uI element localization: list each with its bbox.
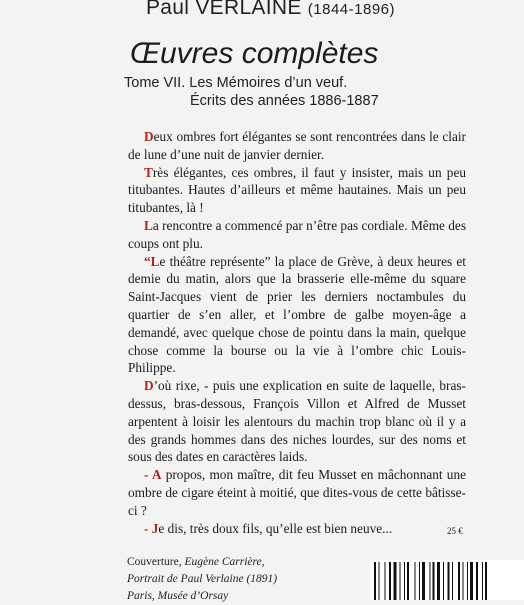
- paragraph: [128, 128, 466, 164]
- barcode-graphic: [370, 560, 524, 600]
- red-initial: D: [144, 129, 154, 144]
- price-label: 25 €: [447, 526, 463, 536]
- author-name: Paul VERLAINE: [146, 0, 302, 19]
- credit-line-3: Paris, Musée d’Orsay: [127, 590, 229, 602]
- paragraph-text: eux ombres fort élégantes se sont rencontrées dans le clair de lune d’une nuit de janvier dernier.: [128, 129, 466, 162]
- author-line: [146, 0, 395, 20]
- barcode-bar: [482, 562, 483, 600]
- blurb-text: [128, 128, 466, 537]
- author-years: (1844-1896): [307, 1, 396, 18]
- red-initial: - A: [144, 467, 162, 483]
- credit-prefix: Couverture,: [127, 556, 185, 568]
- paragraph: [128, 377, 466, 466]
- barcode-bar: [407, 562, 409, 600]
- barcode-bar: [452, 562, 453, 600]
- credit-line-1: [127, 554, 327, 571]
- paragraph-text: propos, mon maître, dit feu Musset en mâchonnant une ombre de cigare éteint à moitié, que dites-vous de cette bâtisse-ci ?: [128, 467, 467, 518]
- barcode-bar: [394, 562, 397, 600]
- barcode-bar: [433, 562, 435, 600]
- barcode-bar: [485, 562, 487, 600]
- barcode-bar: [389, 562, 391, 600]
- red-initial: D: [144, 378, 154, 394]
- book-subtitle: [124, 74, 379, 110]
- barcode-bar: [467, 562, 468, 600]
- book-title: Œuvres complètes: [130, 37, 379, 70]
- paragraph-text: e théâtre représente” la place de Grève, à deux heures et demie du matin, alors que la brasserie elle-même du square Saint-Jacques vient de prier les derniers noctambules du quartier de s’en aller, et l’ombre de galbe moyen-âge a demandé, avec quelque chose de pointu dans la main, quelque chose comme la bourse ou la vie à l’ombre chic Louis-Philippe.: [128, 253, 466, 376]
- paragraph-text: e dis, très doux fils, qu’elle est bien neuve...: [158, 520, 393, 536]
- red-initial: T: [144, 164, 153, 180]
- barcode-bar: [430, 562, 431, 600]
- barcode-bar: [458, 562, 460, 600]
- barcode-bar: [437, 562, 440, 600]
- barcode: [370, 560, 524, 600]
- red-initial: “L: [144, 253, 160, 269]
- barcode-bar: [415, 562, 416, 600]
- credit-artist: Eugène Carrière,: [184, 556, 265, 568]
- barcode-bar: [463, 562, 464, 600]
- red-initial: - J: [144, 520, 159, 536]
- barcode-bar: [404, 562, 405, 600]
- barcode-bar: [470, 562, 473, 600]
- barcode-bar: [476, 562, 478, 600]
- paragraph: [128, 253, 466, 378]
- barcode-bar: [400, 562, 401, 600]
- red-initial: L: [144, 217, 153, 233]
- barcode-bar: [379, 562, 380, 600]
- barcode-bar: [422, 562, 425, 600]
- barcode-bar: [385, 562, 386, 600]
- subtitle-line-1: Tome VII. Les Mémoires d’un veuf.: [124, 75, 348, 91]
- cover-credit: [127, 554, 327, 605]
- credit-line-2: Portrait de Paul Verlaine (1891): [127, 573, 278, 585]
- barcode-bar: [448, 562, 450, 600]
- barcode-bar: [443, 562, 444, 600]
- paragraph: [128, 164, 466, 217]
- paragraph: [128, 217, 466, 253]
- subtitle-line-2: Écrits des années 1886-1887: [190, 93, 379, 109]
- paragraph-text: ’où rixe, - puis une explication en suite de laquelle, bras-dessus, bras-dessous, François Villon et Alfred de Musset arpentent à loisir les alentours du machin trop blanc où il y a des grands hommes dans des niches lourdes, sur des noms et sous des dates en caractères laids.: [128, 378, 466, 465]
- paragraph-text: rès élégantes, ces ombres, il faut y insister, mais un peu titubantes. Hautes d’ailleurs et même hautaines. Mais un peu titubantes, là !: [128, 164, 466, 216]
- paragraph: [128, 466, 466, 519]
- paragraph-text: a rencontre a commencé par n’être pas cordiale. Même des coups ont plu.: [128, 217, 466, 251]
- paragraph: [128, 520, 466, 538]
- barcode-bar: [374, 562, 376, 600]
- barcode-bar: [419, 562, 420, 600]
